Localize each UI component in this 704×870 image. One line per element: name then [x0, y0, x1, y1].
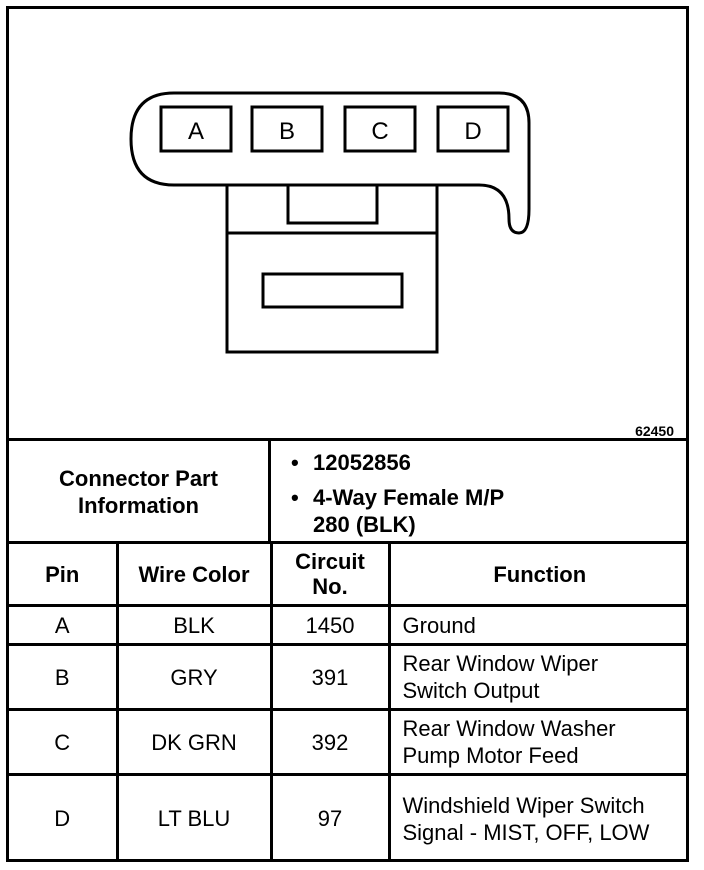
connector-part-info	[9, 438, 689, 542]
pin-label-b: B	[278, 118, 296, 145]
circuit-cell: 391	[271, 645, 389, 710]
pin-label-c: C	[371, 118, 389, 145]
circuit-cell: 392	[271, 710, 389, 775]
pin-cell: B	[9, 645, 117, 710]
table-row	[9, 606, 689, 645]
connector-type: 4-Way Female M/P	[313, 485, 505, 510]
table-row	[9, 710, 689, 775]
wire-color-cell: GRY	[117, 645, 271, 710]
function-cell: Windshield Wiper Switch Signal - MIST, OFF, LOW	[389, 775, 689, 862]
pin-cell: A	[9, 606, 117, 645]
connector-info-heading-cell	[9, 441, 271, 542]
circuit-cell: 97	[271, 775, 389, 862]
connector-lower-body	[227, 233, 437, 352]
pin-label-d: D	[464, 118, 482, 145]
header-pin: Pin	[9, 543, 117, 606]
connector-info-items	[271, 441, 689, 542]
header-wire-color: Wire Color	[117, 543, 271, 606]
pinout-table	[9, 541, 689, 861]
circuit-cell: 1450	[271, 606, 389, 645]
connector-housing-outline	[131, 93, 529, 233]
pin-cell: D	[9, 775, 117, 862]
part-number: 12052856	[313, 450, 411, 475]
connector-type-detail: 280 (BLK)	[313, 512, 416, 537]
header-function: Function	[389, 543, 689, 606]
header-circuit-no: Circuit No.	[271, 543, 389, 606]
wire-color-cell: LT BLU	[117, 775, 271, 862]
wire-color-cell: BLK	[117, 606, 271, 645]
connector-info-item	[313, 484, 689, 538]
connector-diagram	[9, 9, 688, 438]
pin-label-a: A	[187, 118, 205, 145]
function-cell: Ground	[389, 606, 689, 645]
latch-tab	[288, 185, 377, 223]
figure-number: 62450	[635, 423, 674, 439]
wire-color-cell: DK GRN	[117, 710, 271, 775]
function-cell: Rear Window Wiper Switch Output	[389, 645, 689, 710]
connector-drawing	[9, 9, 688, 438]
connector-info-item	[313, 449, 689, 476]
table-row	[9, 645, 689, 710]
table-row	[9, 775, 689, 862]
table-header-row	[9, 543, 689, 606]
function-cell: Rear Window Washer Pump Motor Feed	[389, 710, 689, 775]
connector-info-heading: Connector Part Information	[59, 465, 218, 518]
lower-slot	[263, 274, 402, 307]
pin-cell: C	[9, 710, 117, 775]
